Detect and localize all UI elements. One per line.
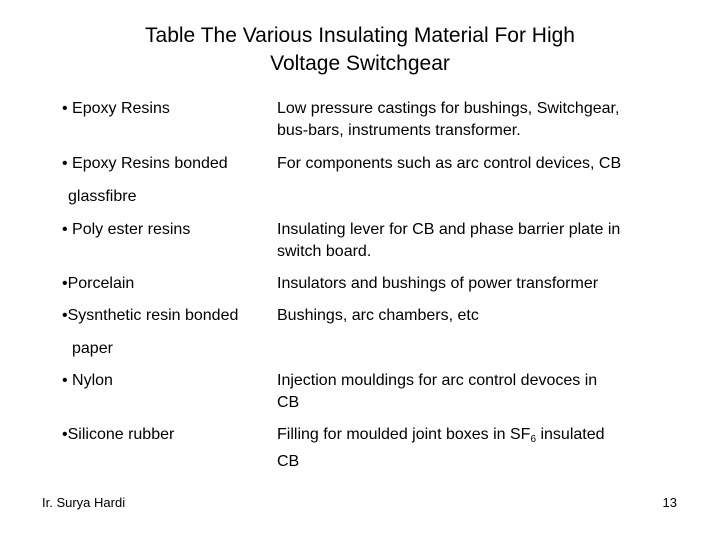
material-cell-continuation: paper <box>72 340 113 357</box>
description-cell <box>277 370 677 414</box>
material-cell: • Epoxy Resins <box>62 100 170 117</box>
material-cell: • Epoxy Resins bonded <box>62 155 228 172</box>
title-line-2: Voltage Switchgear <box>270 52 450 75</box>
description-cell <box>277 98 677 142</box>
material-cell: •Sysnthetic resin bonded <box>62 307 239 324</box>
subscript: 6 <box>530 434 537 445</box>
description-line: switch board. <box>277 243 372 260</box>
material-cell: • Poly ester resins <box>62 221 191 238</box>
description-cell <box>277 305 677 327</box>
description-cell <box>277 273 677 295</box>
description-line: Insulators and bushings of power transformer <box>277 275 599 292</box>
description-line: CB <box>277 453 300 470</box>
description-line <box>277 424 677 451</box>
description-line: Injection mouldings for arc control devoces in <box>277 372 598 389</box>
slide-title <box>60 22 660 78</box>
description-cell <box>277 219 677 263</box>
description-cell <box>277 424 677 473</box>
page-number: 13 <box>662 495 677 510</box>
title-line-1: Table The Various Insulating Material For High <box>145 24 575 47</box>
description-line: For components such as arc control devices, CB <box>277 155 622 172</box>
material-cell: •Porcelain <box>62 275 135 292</box>
footer-author: Ir. Surya Hardi <box>42 495 126 510</box>
description-line: Low pressure castings for bushings, Switchgear, <box>277 100 620 117</box>
material-cell: •Silicone rubber <box>62 426 175 443</box>
description-line: CB <box>277 394 300 411</box>
description-line: bus-bars, instruments transformer. <box>277 122 521 139</box>
description-text: insulated <box>536 426 605 443</box>
description-line: Bushings, arc chambers, etc <box>277 307 479 324</box>
description-text: Filling for moulded joint boxes in SF <box>277 426 531 443</box>
description-cell <box>277 153 677 175</box>
description-line: Insulating lever for CB and phase barrier plate in <box>277 221 621 238</box>
material-cell: • Nylon <box>62 372 113 389</box>
material-cell-continuation: glassfibre <box>68 188 137 205</box>
